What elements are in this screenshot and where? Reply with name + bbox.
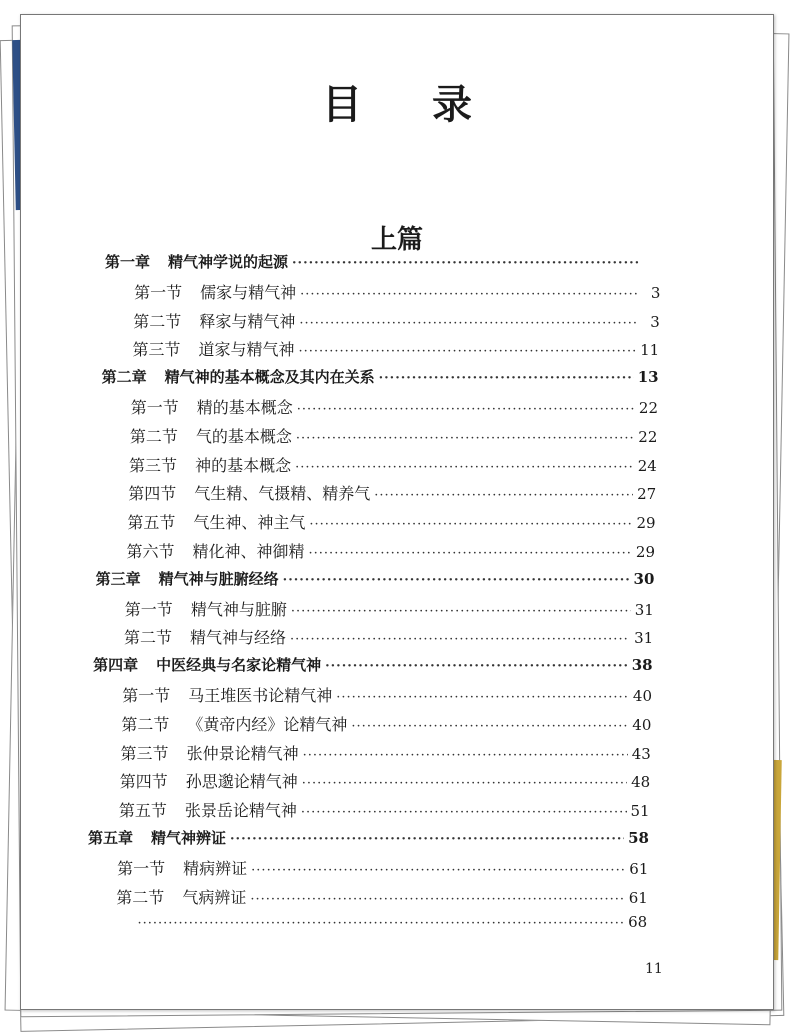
dot-leader bbox=[292, 256, 639, 271]
toc-section-entry bbox=[117, 856, 648, 879]
toc-entry-title: 精气神与脏腑经络 bbox=[158, 569, 279, 588]
toc-entry-page: 38 bbox=[631, 656, 653, 675]
toc-entry-number: 第一节 bbox=[117, 858, 166, 878]
toc-section-entry bbox=[116, 885, 648, 908]
toc-entry-number: 第二节 bbox=[116, 887, 165, 907]
toc-entry-title: 气生精、气摄精、精养气 bbox=[194, 484, 371, 504]
toc-page bbox=[20, 14, 774, 1010]
toc-entry-number: 第二节 bbox=[121, 714, 170, 734]
dot-leader bbox=[299, 316, 637, 331]
toc-entry-title: 释家与精气神 bbox=[199, 311, 296, 331]
toc-entry-title: 孙思邈论精气神 bbox=[185, 772, 298, 792]
toc-entry-title: 气的基本概念 bbox=[195, 426, 292, 446]
toc-entry-number: 第二节 bbox=[123, 628, 172, 648]
toc-section-entry bbox=[134, 280, 660, 303]
toc-entry-title: 精气神与脏腑 bbox=[190, 599, 287, 619]
dot-leader bbox=[303, 748, 628, 763]
toc-entry-page: 43 bbox=[631, 744, 651, 763]
toc-entry-title: 《黄帝内经》论精气神 bbox=[187, 714, 348, 734]
toc-entry-title: 气病辨证 bbox=[182, 887, 247, 907]
toc-section-entry bbox=[133, 309, 660, 332]
toc-entry-number: 第一节 bbox=[134, 282, 183, 302]
toc-chapter-entry bbox=[88, 827, 649, 848]
toc-entry-page: 31 bbox=[634, 629, 654, 648]
dot-leader bbox=[251, 863, 625, 878]
dot-leader bbox=[379, 371, 634, 386]
toc-section-entry bbox=[125, 597, 654, 620]
toc-entry-page: 51 bbox=[630, 802, 650, 821]
toc-entry-page: 40 bbox=[632, 715, 652, 734]
toc-entry-number: 第三节 bbox=[129, 455, 178, 475]
toc-entry-page: 30 bbox=[633, 569, 655, 588]
toc-section-entry bbox=[129, 453, 657, 476]
toc-chapter-entry bbox=[105, 251, 661, 272]
toc-entry-number: 第四节 bbox=[128, 484, 177, 504]
dot-leader bbox=[230, 832, 624, 847]
toc-entry-number: 第四节 bbox=[119, 772, 168, 792]
dot-leader bbox=[283, 573, 630, 588]
toc-entry-title: 儒家与精气神 bbox=[200, 282, 297, 302]
dot-leader bbox=[309, 546, 632, 561]
toc-entry-page: 31 bbox=[634, 600, 654, 619]
toc-entry-page: 68 bbox=[628, 913, 648, 932]
dot-leader bbox=[336, 690, 629, 705]
toc-entry-title: 气生神、神主气 bbox=[193, 513, 306, 533]
toc-entry-page: 22 bbox=[638, 427, 658, 446]
part-heading: 上篇 bbox=[370, 225, 423, 255]
toc-section-entry bbox=[127, 539, 656, 562]
toc-section-entry bbox=[131, 395, 658, 418]
toc-entry-title: 神的基本概念 bbox=[195, 455, 292, 475]
dot-leader bbox=[302, 776, 627, 791]
toc-entry-number: 第一节 bbox=[130, 398, 179, 417]
page-number: 11 bbox=[645, 961, 663, 977]
toc-chapter-entry bbox=[93, 654, 653, 675]
dot-leader bbox=[374, 488, 633, 503]
toc-entry-title: 张景岳论精气神 bbox=[184, 801, 297, 821]
toc-chapter-entry bbox=[102, 366, 659, 387]
toc-entry-number: 第二节 bbox=[133, 311, 182, 331]
toc-section-entry bbox=[122, 683, 652, 706]
toc-entry-title: 道家与精气神 bbox=[198, 340, 295, 360]
dot-leader bbox=[290, 632, 630, 647]
toc-entry-page: 3 bbox=[650, 312, 660, 331]
toc-entry-number: 第一节 bbox=[122, 686, 171, 705]
toc-entry-page: 29 bbox=[636, 514, 656, 533]
toc-list bbox=[21, 15, 773, 1009]
dot-leader bbox=[325, 659, 628, 674]
toc-entry-page: 13 bbox=[637, 368, 659, 387]
toc-entry-number: 第三章 bbox=[95, 569, 141, 588]
dot-leader bbox=[309, 517, 632, 532]
page-title: 目 录 bbox=[322, 81, 500, 128]
toc-entry-page: 29 bbox=[635, 543, 655, 561]
toc-entry-number: 第二节 bbox=[129, 426, 178, 446]
toc-entry-number: 第五章 bbox=[88, 829, 134, 847]
toc-entry-page: 24 bbox=[637, 456, 657, 475]
toc-entry-page: 11 bbox=[640, 341, 660, 360]
dot-leader bbox=[301, 805, 627, 820]
toc-section-entry bbox=[128, 481, 656, 504]
toc-entry-number: 第一节 bbox=[124, 599, 173, 619]
toc-section-entry bbox=[121, 741, 651, 764]
toc-entry-number: 第三节 bbox=[132, 340, 181, 360]
toc-section-entry bbox=[132, 337, 659, 360]
toc-entry-number: 第二章 bbox=[101, 368, 147, 387]
toc-entry-page: 22 bbox=[638, 399, 658, 417]
toc-entry-number: 第五节 bbox=[127, 513, 176, 533]
toc-entry-page: 3 bbox=[650, 283, 661, 302]
toc-entry-page: 61 bbox=[628, 888, 648, 907]
dot-leader bbox=[250, 892, 624, 907]
toc-entry-title: 马王堆医书论精气神 bbox=[188, 686, 333, 705]
toc-entry-page: 40 bbox=[632, 687, 652, 705]
toc-section-entry bbox=[130, 424, 658, 447]
toc-section-entry bbox=[115, 913, 647, 931]
toc-section-entry bbox=[127, 510, 655, 533]
toc-entry-number: 第六节 bbox=[126, 542, 175, 561]
toc-chapter-entry bbox=[96, 568, 655, 589]
dot-leader bbox=[297, 402, 635, 417]
dot-leader bbox=[291, 604, 631, 619]
toc-entry-number: 第三节 bbox=[120, 743, 169, 763]
dot-leader bbox=[300, 287, 638, 302]
toc-section-entry bbox=[121, 712, 651, 735]
toc-entry-number: 第四章 bbox=[93, 656, 139, 675]
dot-leader bbox=[137, 916, 624, 931]
toc-section-entry bbox=[124, 625, 653, 648]
toc-entry-page: 61 bbox=[629, 859, 649, 878]
dot-leader bbox=[296, 431, 634, 446]
toc-entry-title: 精气神学说的起源 bbox=[168, 253, 289, 271]
dot-leader bbox=[295, 460, 634, 475]
toc-section-entry bbox=[120, 769, 651, 792]
toc-entry-number: 第一章 bbox=[105, 253, 151, 271]
toc-entry-number: 第五节 bbox=[118, 801, 167, 821]
toc-entry-title: 精气神的基本概念及其内在关系 bbox=[164, 368, 375, 387]
toc-entry-title: 精气神辨证 bbox=[151, 829, 227, 847]
dot-leader bbox=[298, 344, 636, 359]
toc-entry-title: 精气神与经络 bbox=[189, 628, 286, 648]
toc-section-entry bbox=[119, 798, 650, 821]
toc-entry-page: 27 bbox=[637, 485, 657, 504]
toc-entry-page: 48 bbox=[631, 773, 651, 792]
toc-entry-title: 精的基本概念 bbox=[196, 398, 293, 417]
toc-entry-title: 精病辨证 bbox=[183, 858, 248, 878]
dot-leader bbox=[351, 719, 628, 734]
toc-entry-page: 58 bbox=[628, 829, 649, 847]
toc-entry-title: 中医经典与名家论精气神 bbox=[156, 656, 322, 675]
toc-entry-title: 张仲景论精气神 bbox=[186, 743, 299, 763]
toc-entry-title: 精化神、神御精 bbox=[192, 542, 305, 561]
